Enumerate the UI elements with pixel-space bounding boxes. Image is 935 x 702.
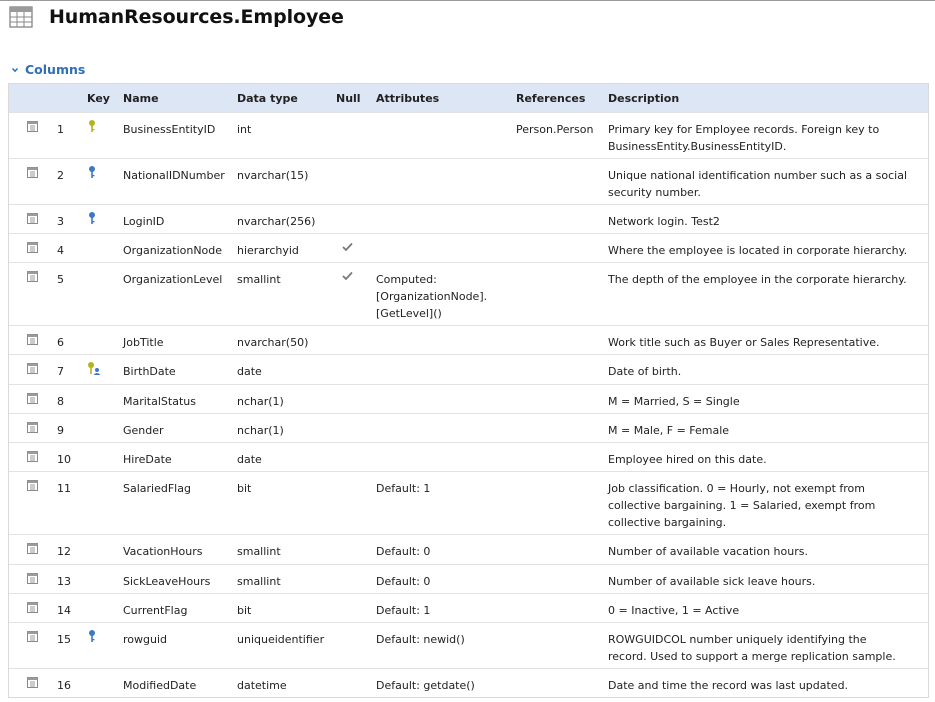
column-row-icon (27, 677, 38, 688)
column-name: MaritalStatus (123, 395, 196, 408)
column-row-icon (27, 602, 38, 613)
unique-key-icon (87, 165, 101, 181)
column-description: Primary key for Employee records. Foreign key to BusinessEntity.BusinessEntityID. (608, 123, 880, 153)
table-row[interactable] (9, 262, 928, 325)
column-row-icon (27, 271, 38, 282)
header-name: Name (123, 92, 159, 105)
column-data-type: int (237, 123, 252, 136)
column-name: NationalIDNumber (123, 169, 225, 182)
row-number: 15 (57, 633, 71, 646)
column-data-type: nchar(1) (237, 395, 284, 408)
page-header (9, 4, 344, 30)
column-description: Network login. Test2 (608, 215, 720, 228)
column-name: HireDate (123, 453, 172, 466)
header-null: Null (336, 92, 361, 105)
column-row-icon (27, 451, 38, 462)
column-name: LoginID (123, 215, 165, 228)
column-data-type: bit (237, 604, 252, 617)
table-row[interactable] (9, 112, 928, 158)
table-row[interactable] (9, 413, 928, 442)
table-icon (9, 6, 33, 28)
header-key: Key (87, 92, 110, 105)
column-name: rowguid (123, 633, 167, 646)
column-row-icon (27, 363, 38, 374)
column-data-type: date (237, 365, 262, 378)
table-row[interactable] (9, 622, 928, 668)
column-data-type: uniqueidentifier (237, 633, 325, 646)
column-data-type: smallint (237, 575, 281, 588)
nullable-check-icon (342, 271, 353, 281)
row-number: 4 (57, 244, 64, 257)
column-description: Number of available vacation hours. (608, 545, 808, 558)
table-row[interactable] (9, 158, 928, 204)
column-description: Number of available sick leave hours. (608, 575, 816, 588)
table-row[interactable] (9, 442, 928, 471)
unique-key-icon (87, 629, 101, 645)
column-row-icon (27, 213, 38, 224)
row-number: 16 (57, 679, 71, 692)
header-attributes: Attributes (376, 92, 440, 105)
column-name: Gender (123, 424, 164, 437)
column-description: The depth of the employee in the corporate hierarchy. (608, 273, 907, 286)
column-row-icon (27, 573, 38, 584)
table-row[interactable] (9, 233, 928, 262)
column-description: ROWGUIDCOL number uniquely identifying the record. Used to support a merge replication sample. (608, 633, 896, 663)
column-data-type: nvarchar(50) (237, 336, 309, 349)
table-row[interactable] (9, 564, 928, 593)
column-data-type: bit (237, 482, 252, 495)
column-description: Unique national identification number such as a social security number. (608, 169, 908, 199)
column-name: JobTitle (123, 336, 164, 349)
column-name: ModifiedDate (123, 679, 197, 692)
row-number: 12 (57, 545, 71, 558)
column-description: 0 = Inactive, 1 = Active (608, 604, 740, 617)
table-row[interactable] (9, 354, 928, 384)
column-attributes: Default: newid() (376, 633, 465, 646)
header-data-type: Data type (237, 92, 298, 105)
column-data-type: nvarchar(15) (237, 169, 309, 182)
column-data-type: datetime (237, 679, 287, 692)
column-description: Where the employee is located in corporate hierarchy. (608, 244, 908, 257)
column-name: SickLeaveHours (123, 575, 211, 588)
column-row-icon (27, 422, 38, 433)
top-border (0, 0, 935, 1)
column-description: M = Male, F = Female (608, 424, 730, 437)
columns-section-toggle[interactable] (10, 62, 85, 77)
header-description: Description (608, 92, 680, 105)
table-row[interactable] (9, 471, 928, 534)
columns-table (8, 83, 929, 698)
column-attributes: Default: 0 (376, 575, 431, 588)
primary-key-icon (87, 119, 101, 135)
column-description: M = Married, S = Single (608, 395, 740, 408)
table-row[interactable] (9, 325, 928, 354)
column-data-type: smallint (237, 273, 281, 286)
column-name: BusinessEntityID (123, 123, 216, 136)
column-attributes: Default: getdate() (376, 679, 475, 692)
column-data-type: date (237, 453, 262, 466)
column-data-type: nvarchar(256) (237, 215, 316, 228)
column-row-icon (27, 334, 38, 345)
unique-key-icon (87, 211, 101, 227)
column-row-icon (27, 242, 38, 253)
column-data-type: hierarchyid (237, 244, 299, 257)
table-row[interactable] (9, 668, 928, 697)
column-attributes: Default: 1 (376, 604, 431, 617)
column-name: SalariedFlag (123, 482, 191, 495)
row-number: 8 (57, 395, 64, 408)
row-number: 6 (57, 336, 64, 349)
nullable-check-icon (342, 242, 353, 252)
column-description: Employee hired on this date. (608, 453, 767, 466)
table-row[interactable] (9, 204, 928, 233)
column-attributes: Default: 1 (376, 482, 431, 495)
column-row-icon (27, 167, 38, 178)
row-number: 7 (57, 365, 64, 378)
column-data-type: smallint (237, 545, 281, 558)
row-number: 10 (57, 453, 71, 466)
column-name: OrganizationNode (123, 244, 223, 257)
row-number: 13 (57, 575, 71, 588)
chevron-down-icon (10, 65, 20, 75)
page-title: HumanResources.Employee (49, 6, 344, 28)
table-header (9, 83, 928, 112)
row-number: 2 (57, 169, 64, 182)
column-description: Job classification. 0 = Hourly, not exempt from collective bargaining. 1 = Salaried, exempt from collective bargaining. (608, 482, 876, 529)
header-references: References (516, 92, 586, 105)
column-data-type: nchar(1) (237, 424, 284, 437)
column-description: Work title such as Buyer or Sales Representative. (608, 336, 880, 349)
row-number: 14 (57, 604, 71, 617)
column-description: Date and time the record was last updated. (608, 679, 849, 692)
column-row-icon (27, 543, 38, 554)
table-row[interactable] (9, 593, 928, 622)
column-name: CurrentFlag (123, 604, 188, 617)
row-number: 3 (57, 215, 64, 228)
column-name: BirthDate (123, 365, 176, 378)
column-row-icon (27, 480, 38, 491)
section-title: Columns (25, 62, 86, 77)
table-body (9, 112, 928, 697)
column-row-icon (27, 393, 38, 404)
column-name: VacationHours (123, 545, 203, 558)
row-number: 1 (57, 123, 64, 136)
table-row[interactable] (9, 534, 928, 564)
column-reference-link[interactable]: Person.Person (516, 123, 594, 136)
table-row[interactable] (9, 384, 928, 413)
column-attributes: Default: 0 (376, 545, 431, 558)
column-name: OrganizationLevel (123, 273, 223, 286)
row-number: 5 (57, 273, 64, 286)
row-number: 11 (57, 482, 71, 495)
row-number: 9 (57, 424, 64, 437)
column-row-icon (27, 631, 38, 642)
key-user-icon (87, 361, 101, 377)
column-row-icon (27, 121, 38, 132)
column-attributes: Computed: [OrganizationNode].[GetLevel]() (376, 273, 488, 320)
column-description: Date of birth. (608, 365, 682, 378)
